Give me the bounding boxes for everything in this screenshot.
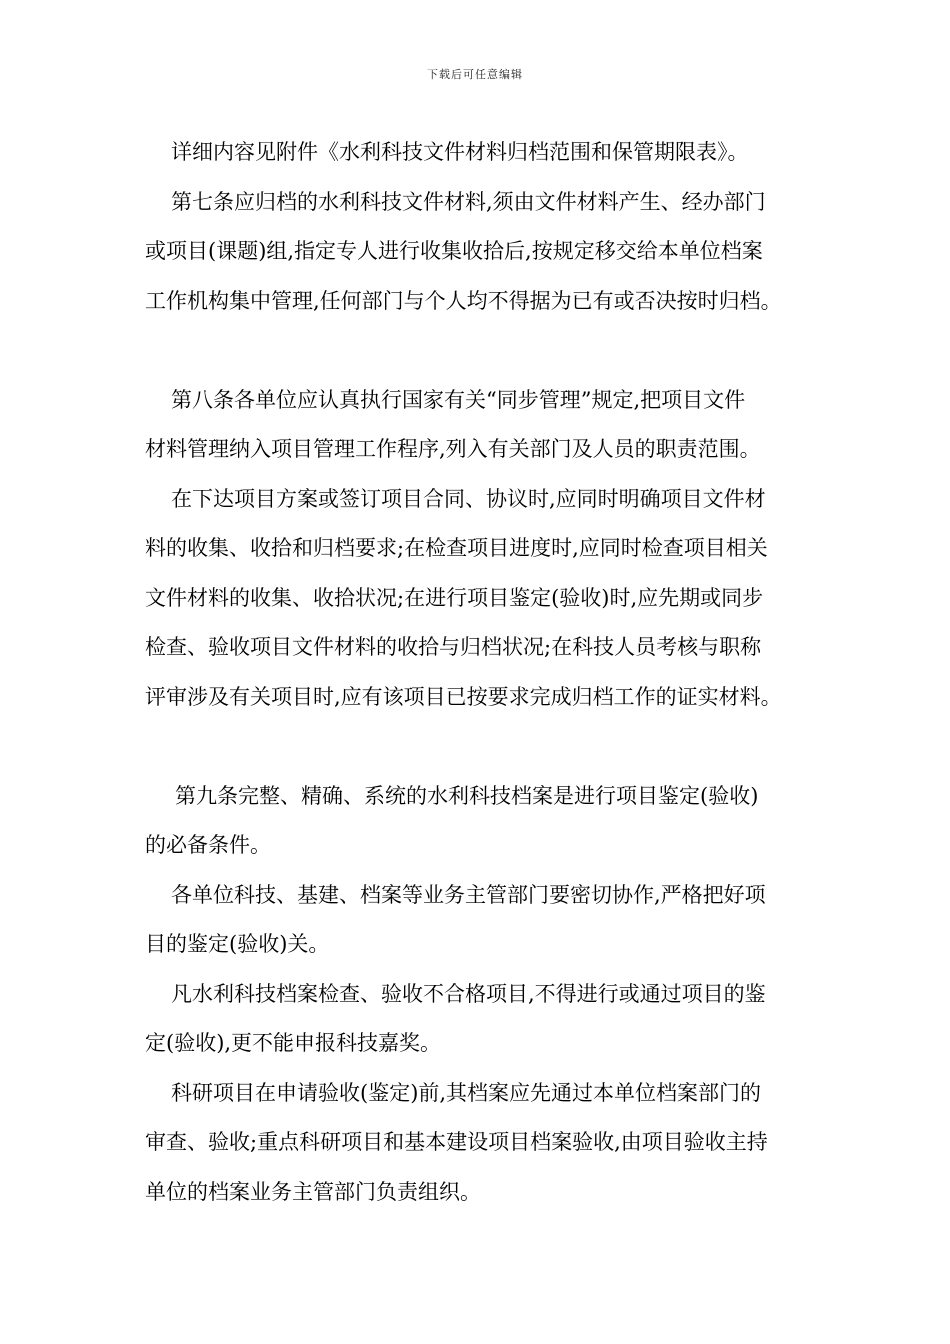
document-body [145,128,817,1217]
text-line: 料的收集、收拾和归档要求;在检查项目进度时,应同时检查项目相关 [145,536,768,560]
text-line: 科研项目在申请验收(鉴定)前,其档案应先通过本单位档案部门的 [171,1080,762,1105]
text-line: 各单位科技、基建、档案等业务主管部门要密切协作,严格把好项 [171,882,766,907]
text-line: 评审涉及有关项目时,应有该项目已按要求完成归档工作的证实材料。 [145,684,782,709]
paragraph-gap [145,722,817,772]
text-line: 单位的档案业务主管部门负责组织。 [145,1179,481,1204]
paragraph-gap [145,326,817,376]
text-line: 第八条各单位应认真执行国家有关“同步管理”规定,把项目文件 [171,387,746,412]
text-line: 检查、验收项目文件材料的收拾与归档状况;在科技人员考核与职称 [145,635,762,659]
text-line: 的必备条件。 [145,833,271,857]
text-line: 详细内容见附件《水利科技文件材料归档范围和保管期限表》。 [171,140,749,164]
text-line: 目的鉴定(验收)关。 [145,932,330,956]
text-line: 审查、验收;重点科研项目和基本建设项目档案验收,由项目验收主持 [145,1130,768,1154]
page-header: 下载后可任意编辑 [427,68,523,81]
text-line: 第七条应归档的水利科技文件材料,须由文件材料产生、经办部门 [171,189,766,214]
text-line: 或项目(课题)组,指定专人进行收集收拾后,按规定移交给本单位档案 [145,239,763,263]
text-line: 在下达项目方案或签订项目合同、协议时,应同时明确项目文件材 [171,486,766,511]
text-line: 凡水利科技档案检查、验收不合格项目,不得进行或通过项目的鉴 [171,981,766,1006]
text-line: 第九条完整、精确、系统的水利科技档案是进行项目鉴定(验收) [175,783,759,808]
text-line: 工作机构集中管理,任何部门与个人均不得据为已有或否决按时归档。 [145,288,782,313]
text-line: 定(验收),更不能申报科技嘉奖。 [145,1031,442,1055]
text-line: 材料管理纳入项目管理工作程序,列入有关部门及人员的职责范围。 [145,437,761,461]
text-line: 文件材料的收集、收拾状况;在进行项目鉴定(验收)时,应先期或同步 [145,585,764,610]
